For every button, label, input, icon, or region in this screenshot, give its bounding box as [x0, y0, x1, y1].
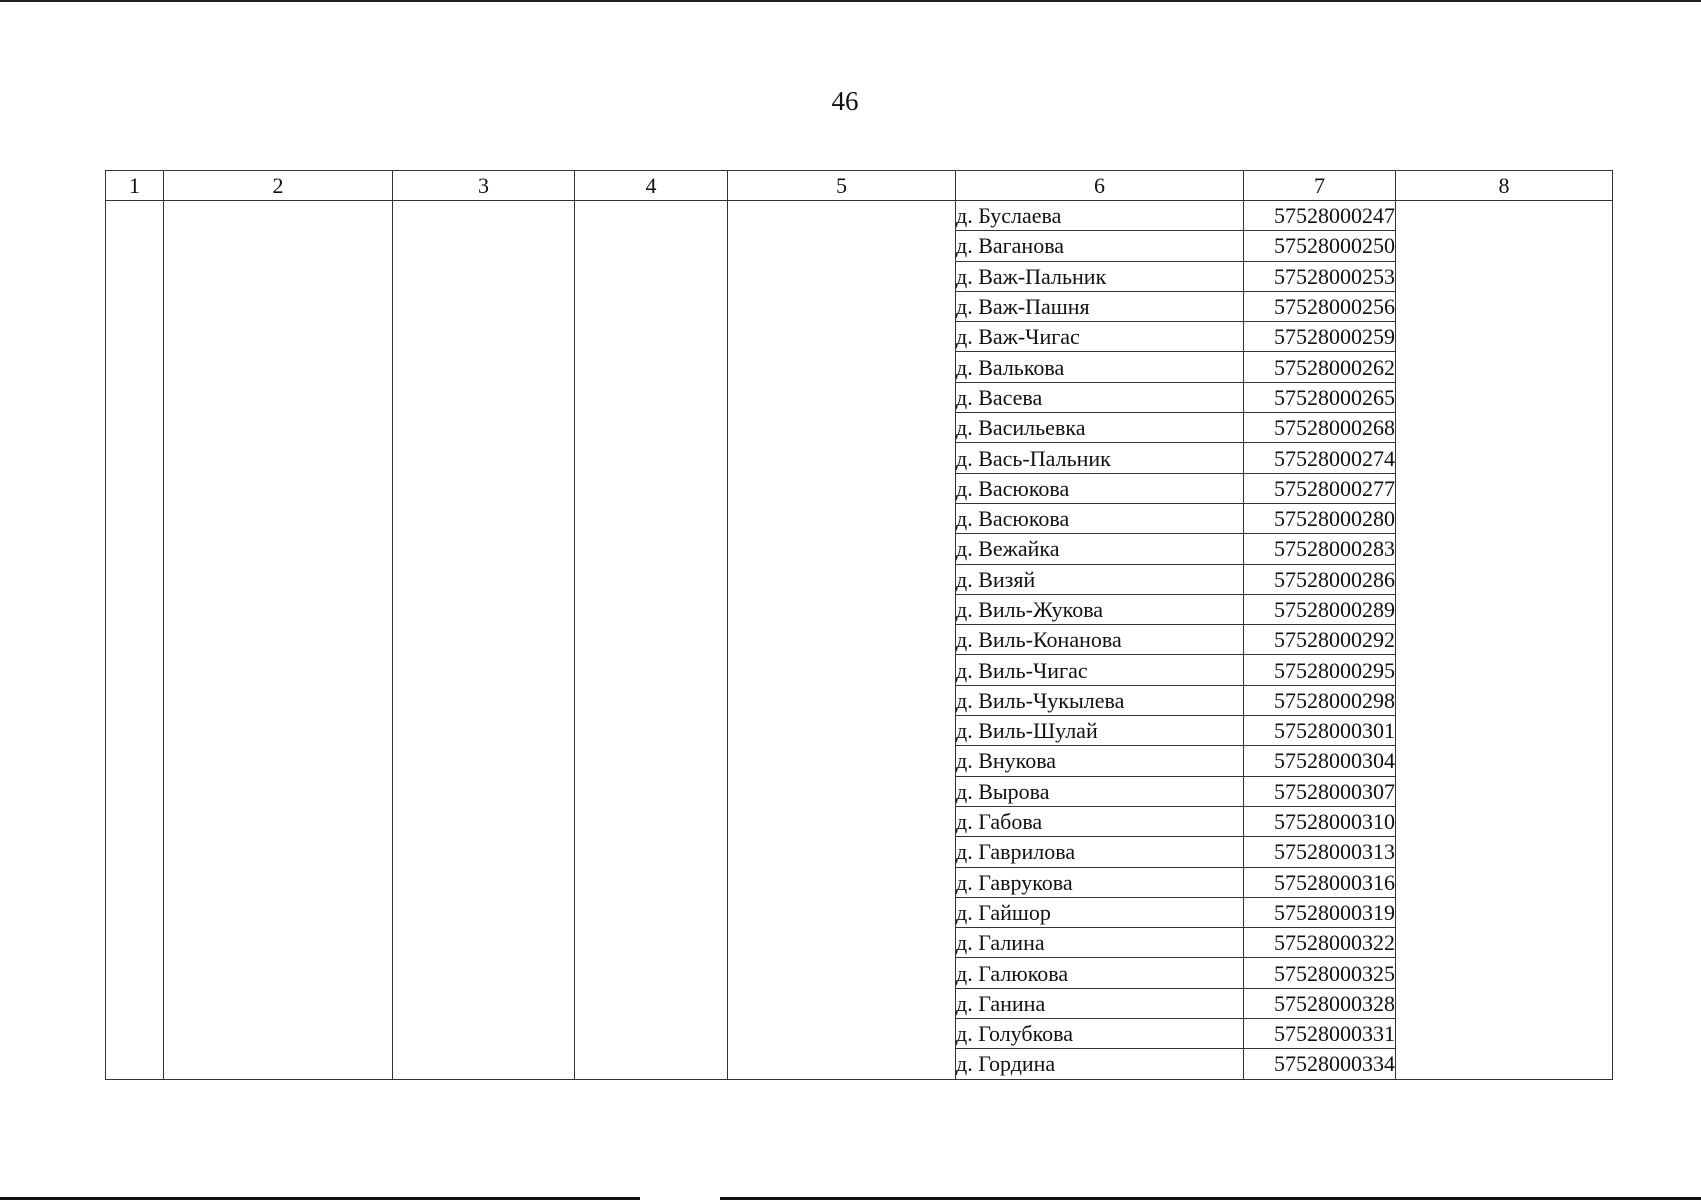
oktmo-code: 57528000316 [1244, 867, 1396, 897]
settlement-name: д. Галюкова [956, 958, 1244, 988]
settlement-name: д. Васева [956, 382, 1244, 412]
column-header-5: 5 [728, 171, 956, 201]
oktmo-code: 57528000295 [1244, 655, 1396, 685]
settlement-name: д. Валькова [956, 352, 1244, 382]
oktmo-code: 57528000256 [1244, 291, 1396, 321]
settlement-name: д. Вежайка [956, 534, 1244, 564]
oktmo-code: 57528000259 [1244, 322, 1396, 352]
settlement-name: д. Ваганова [956, 231, 1244, 261]
column-3-cell [393, 201, 575, 1080]
settlement-name: д. Важ-Пашня [956, 291, 1244, 321]
column-header-8: 8 [1396, 171, 1613, 201]
oktmo-code: 57528000313 [1244, 837, 1396, 867]
page-number: 46 [831, 86, 859, 116]
settlement-name: д. Буслаева [956, 201, 1244, 231]
table-body [106, 201, 1613, 1080]
settlement-name: д. Виль-Конанова [956, 625, 1244, 655]
oktmo-code: 57528000268 [1244, 413, 1396, 443]
column-header-3: 3 [393, 171, 575, 201]
settlement-name: д. Визяй [956, 564, 1244, 594]
settlement-name: д. Гаврукова [956, 867, 1244, 897]
settlement-name: д. Вырова [956, 776, 1244, 806]
column-header-1: 1 [106, 171, 164, 201]
column-header-4: 4 [575, 171, 728, 201]
oktmo-code: 57528000310 [1244, 806, 1396, 836]
settlement-name: д. Васильевка [956, 413, 1244, 443]
settlement-name: д. Внукова [956, 746, 1244, 776]
column-header-2: 2 [164, 171, 393, 201]
settlements-table [105, 170, 1613, 1080]
settlement-name: д. Виль-Чукылева [956, 685, 1244, 715]
settlement-name: д. Виль-Жукова [956, 594, 1244, 624]
oktmo-code: 57528000298 [1244, 685, 1396, 715]
oktmo-code: 57528000280 [1244, 503, 1396, 533]
settlement-name: д. Габова [956, 806, 1244, 836]
settlement-name: д. Гаврилова [956, 837, 1244, 867]
oktmo-code: 57528000247 [1244, 201, 1396, 231]
settlement-name: д. Важ-Пальник [956, 261, 1244, 291]
column-2-cell [164, 201, 393, 1080]
settlement-name: д. Виль-Шулай [956, 716, 1244, 746]
oktmo-code: 57528000331 [1244, 1019, 1396, 1049]
scan-edge-top [0, 0, 1701, 2]
column-header-6: 6 [956, 171, 1244, 201]
settlement-name: д. Галина [956, 928, 1244, 958]
oktmo-code: 57528000286 [1244, 564, 1396, 594]
oktmo-code: 57528000274 [1244, 443, 1396, 473]
settlement-name: д. Виль-Чигас [956, 655, 1244, 685]
oktmo-code: 57528000250 [1244, 231, 1396, 261]
settlement-name: д. Васюкова [956, 473, 1244, 503]
oktmo-code: 57528000289 [1244, 594, 1396, 624]
settlement-name: д. Важ-Чигас [956, 322, 1244, 352]
oktmo-code: 57528000253 [1244, 261, 1396, 291]
oktmo-code: 57528000328 [1244, 988, 1396, 1018]
oktmo-code: 57528000277 [1244, 473, 1396, 503]
settlement-name: д. Гордина [956, 1049, 1244, 1079]
oktmo-code: 57528000304 [1244, 746, 1396, 776]
column-1-cell [106, 201, 164, 1080]
settlement-name: д. Васюкова [956, 503, 1244, 533]
column-5-cell [728, 201, 956, 1080]
oktmo-code: 57528000301 [1244, 716, 1396, 746]
oktmo-code: 57528000265 [1244, 382, 1396, 412]
settlement-name: д. Голубкова [956, 1019, 1244, 1049]
oktmo-code: 57528000319 [1244, 897, 1396, 927]
column-header-7: 7 [1244, 171, 1396, 201]
oktmo-code: 57528000283 [1244, 534, 1396, 564]
settlement-name: д. Гайшор [956, 897, 1244, 927]
table-row [106, 201, 1613, 231]
header-row [106, 171, 1613, 201]
settlement-name: д. Ганина [956, 988, 1244, 1018]
oktmo-code: 57528000334 [1244, 1049, 1396, 1079]
oktmo-code: 57528000262 [1244, 352, 1396, 382]
column-4-cell [575, 201, 728, 1080]
oktmo-code: 57528000322 [1244, 928, 1396, 958]
column-8-cell [1396, 201, 1613, 1080]
settlement-name: д. Вась-Пальник [956, 443, 1244, 473]
oktmo-code: 57528000325 [1244, 958, 1396, 988]
oktmo-code: 57528000292 [1244, 625, 1396, 655]
oktmo-code: 57528000307 [1244, 776, 1396, 806]
